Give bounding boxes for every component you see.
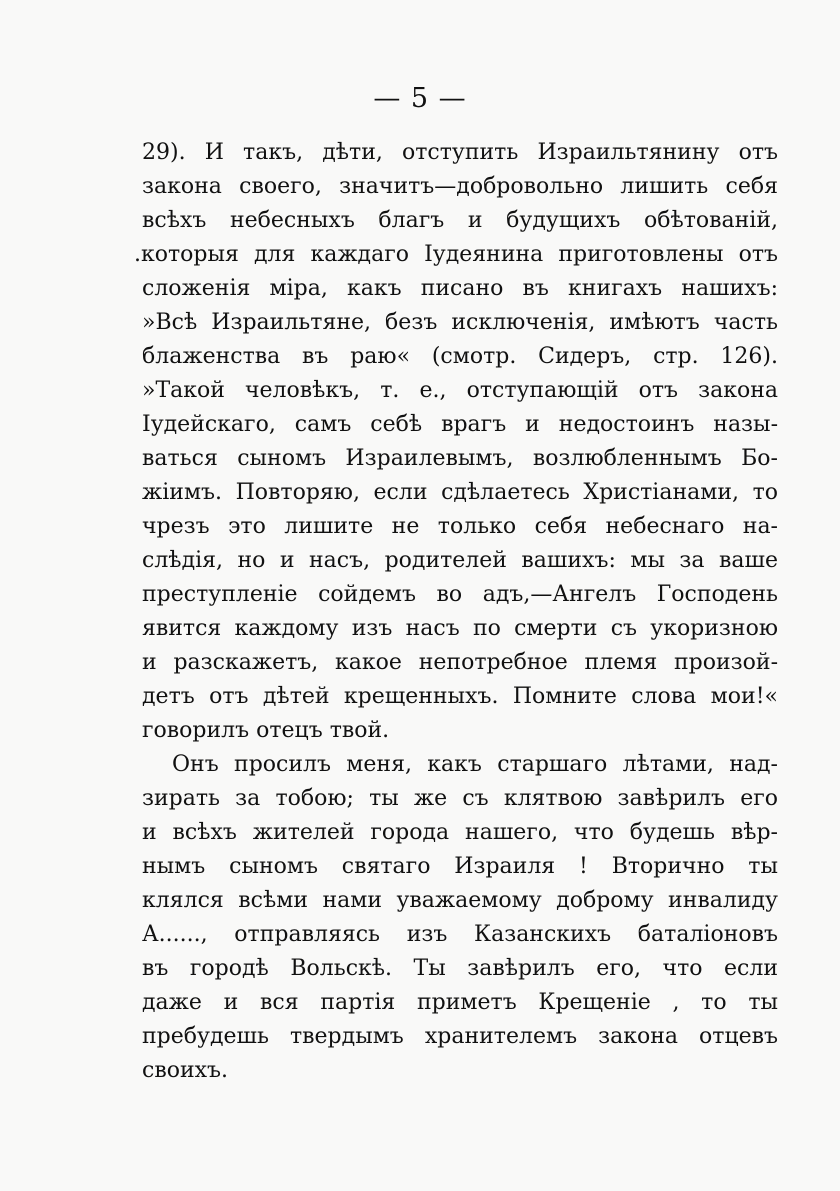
text-line: Іудейскаго, самъ себѣ врагъ и недостоинъ назы- (142, 412, 778, 437)
text-line: преступленіе сойдемъ во адъ,—Ангелъ Господень (142, 582, 778, 607)
text-line: говорилъ отецъ твой. (142, 718, 390, 743)
text-line: Онъ просилъ меня, какъ старшаго лѣтами, над- (172, 752, 778, 777)
text-line: »Такой человѣкъ, т. е., отступающій отъ закона (142, 378, 778, 403)
text-line: пребудешь твердымъ хранителемъ закона отцевъ (142, 1024, 778, 1049)
text-line: явится каждому изъ насъ по смерти съ укоризною (142, 616, 778, 641)
paragraph-1 (134, 136, 778, 748)
text-line: ваться сыномъ Израилевымъ, возлюбленнымъ Бо- (142, 446, 778, 471)
text-line: всѣхъ небесныхъ благъ и будущихъ обѣтованій, (142, 208, 778, 233)
text-line: клялся всѣми нами уважаемому доброму инвалиду (142, 888, 778, 913)
text-line: сложенія міра, какъ писано въ книгахъ нашихъ: (142, 276, 778, 301)
text-line: своихъ. (142, 1058, 229, 1083)
text-line: зирать за тобою; ты же съ клятвою завѣрилъ его (142, 786, 778, 811)
paragraph-2 (142, 748, 778, 1088)
body-text (134, 136, 778, 1088)
text-line: слѣдія, но и насъ, родителей вашихъ: мы за ваше (142, 548, 778, 573)
text-line: А......, отправляясь изъ Казанскихъ баталіоновъ (142, 922, 778, 947)
text-line: блаженства въ раю« (смотр. Сидеръ, стр. 126). (142, 344, 778, 369)
text-line: 29). И такъ, дѣти, отступить Израильтянину отъ (142, 140, 778, 165)
text-line: и разскажетъ, какое непотребное племя произой- (142, 650, 778, 675)
text-line: чрезъ это лишите не только себя небеснаго на- (142, 514, 778, 539)
page-number: — 5 — (373, 83, 467, 114)
text-line: даже и вся партія приметъ Крещеніе , то ты (142, 990, 778, 1015)
text-line: въ городѣ Вольскѣ. Ты завѣрилъ его, что если (142, 956, 778, 981)
text-line: »Всѣ Израильтяне, безъ исключенія, имѣютъ часть (142, 310, 778, 335)
text-line: .которыя для каждаго Іудеянина приготовлены отъ (134, 242, 778, 267)
text-line: нымъ сыномъ святаго Израиля ! Вторично ты (142, 854, 778, 879)
text-line: закона своего, значитъ—добровольно лишить себя (142, 174, 778, 199)
text-line: жіимъ. Повторяю, если сдѣлаетесь Христіанами, то (142, 480, 778, 505)
text-line: детъ отъ дѣтей крещенныхъ. Помните слова мои!« (142, 684, 778, 709)
text-line: и всѣхъ жителей города нашего, что будешь вѣр- (142, 820, 778, 845)
